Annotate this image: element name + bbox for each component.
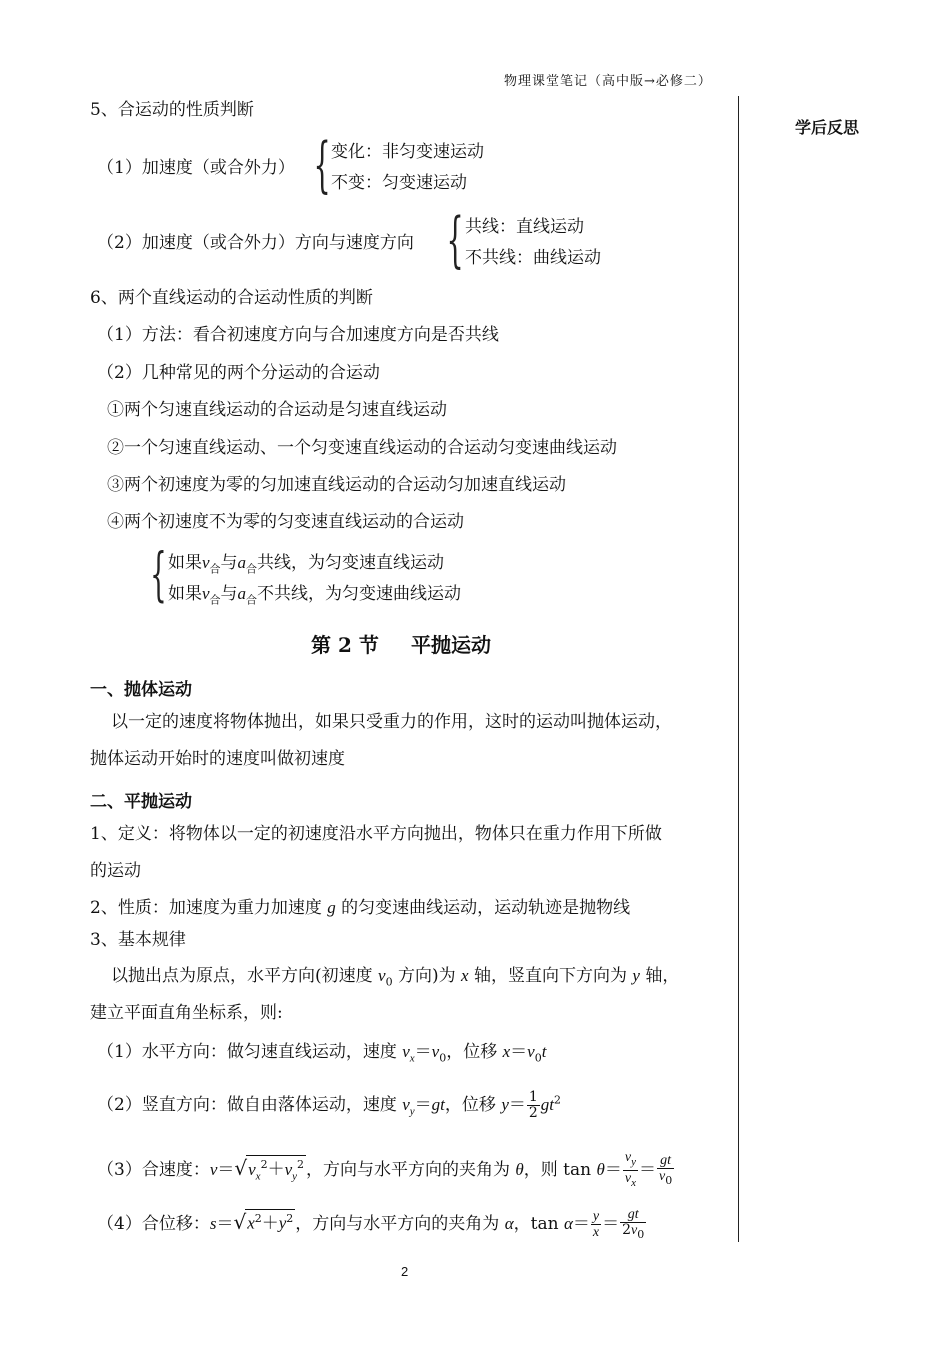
s6-title: 6、两个直线运动的合运动性质的判断 — [90, 288, 373, 308]
s5-q1-label: （1）加速度（或合外力） — [97, 158, 295, 178]
part1-line-1: 以一定的速度将物体抛出，如果只受重力的作用，这时的运动叫抛体运动， — [111, 712, 672, 732]
brace-icon: { — [446, 205, 464, 275]
part1-line-2: 抛体运动开始时的速度叫做初速度 — [90, 749, 345, 769]
definition-line-2: 的运动 — [90, 861, 141, 881]
brace-icon: { — [150, 540, 167, 608]
s6-case-2: ②一个匀速直线运动、一个匀变速直线运动的合运动匀变速曲线运动 — [107, 438, 617, 458]
fraction: $\frac{gt}{2v_0}$ — [622, 1207, 645, 1241]
s5-q2-b: 不共线：曲线运动 — [465, 248, 601, 268]
s5-q1-a: 变化：非匀变速运动 — [331, 142, 484, 162]
fraction: $\frac{y}{x}$ — [592, 1208, 600, 1240]
s6-common: （2）几种常见的两个分运动的合运动 — [97, 363, 380, 383]
s5-q2-a: 共线：直线运动 — [465, 217, 584, 237]
coordinate-line-1: 以抛出点为原点，水平方向(初速度 $v_0$ 方向)为 x 轴，竖直向下方向为 y 轴， — [111, 966, 680, 989]
fraction: $\frac{v_y}{v_x}$ — [624, 1150, 636, 1189]
s6-case-4b: 如果$v_合$与$a_合$不共线，为匀变速曲线运动 — [168, 584, 462, 607]
rule-displacement: （4）合位移：$s=√x^2+y^2$ ，方向与水平方向的夹角为 α，tan α＝ $\frac{y}{x}$ ＝ $\frac{gt}{2v_0}$ — [97, 1207, 645, 1241]
section-number: 第 2 节 — [311, 633, 379, 657]
s5-title: 5、合运动的性质判断 — [90, 100, 254, 120]
s5-q1-b: 不变：匀变速运动 — [331, 173, 467, 193]
s6-case-3: ③两个初速度为零的匀加速直线运动的合运动匀加速直线运动 — [107, 475, 566, 495]
coordinate-line-2: 建立平面直角坐标系，则: — [90, 1003, 283, 1023]
s6-case-4a: 如果$v_合$与$a_合$共线，为匀变速直线运动 — [168, 553, 445, 576]
running-header: 物理课堂笔记（高中版→必修二） — [504, 74, 712, 89]
brace-icon: { — [313, 130, 331, 200]
fraction: $\frac{gt}{v_0}$ — [658, 1152, 673, 1187]
definition-line-1: 1、定义：将物体以一定的初速度沿水平方向抛出，物体只在重力作用下所做 — [90, 824, 662, 844]
s5-q2-label: （2）加速度（或合外力）方向与速度方向 — [97, 233, 414, 253]
property-line: 2、性质：加速度为重力加速度 g 的匀变速曲线运动，运动轨迹是抛物线 — [90, 898, 631, 918]
fraction: $\frac{1}{2}$ — [528, 1089, 538, 1121]
s6-case-4: ④两个初速度不为零的匀变速直线运动的合运动 — [107, 512, 464, 532]
rule-vertical: （2）竖直方向：做自由落体运动，速度 $v_y=gt$，位移 y＝ $\frac{1}{2}$ $gt^2$ — [97, 1089, 562, 1121]
rule-horizontal: （1）水平方向：做匀速直线运动，速度 $v_x=v_0$，位移 $x=v_0t$ — [97, 1042, 547, 1065]
sidebar-title: 学后反思 — [795, 118, 860, 137]
part1-heading: 一、抛体运动 — [90, 680, 192, 700]
margin-divider — [738, 96, 739, 1242]
law-heading: 3、基本规律 — [90, 930, 186, 950]
s6-method: （1）方法：看合初速度方向与合加速度方向是否共线 — [97, 325, 499, 345]
part2-heading: 二、平抛运动 — [90, 792, 192, 812]
section-title: 平抛运动 — [411, 633, 491, 657]
page-number: 2 — [401, 1264, 409, 1279]
s6-case-1: ①两个匀速直线运动的合运动是匀速直线运动 — [107, 400, 447, 420]
rule-velocity: （3）合速度：$v=√v_x^2+v_y^2$ ，方向与水平方向的夹角为 θ，则 tan θ＝ $\frac{v_y}{v_x}$ ＝ $\frac{gt}{v_0}$ — [97, 1150, 673, 1189]
